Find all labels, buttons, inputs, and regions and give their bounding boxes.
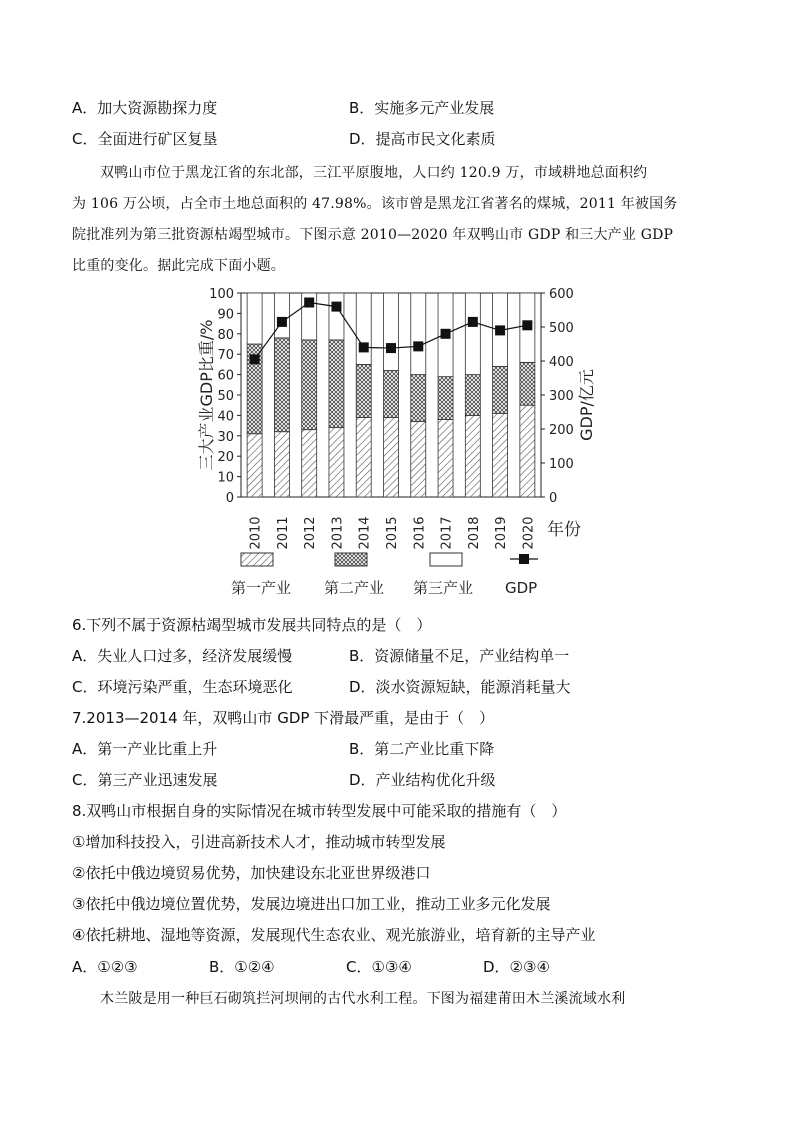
bar-primary-industry bbox=[302, 430, 317, 497]
gdp-point bbox=[250, 354, 260, 364]
bar-primary-industry bbox=[329, 428, 344, 497]
x-axis-tick-label: 2016 bbox=[412, 516, 428, 550]
bar-secondary-industry bbox=[493, 366, 508, 413]
q6-option-d: D．淡水资源短缺，能源消耗量大 bbox=[349, 678, 571, 696]
right-axis-title: GDP/亿元 bbox=[577, 369, 596, 441]
q8-option-b: B．①②④ bbox=[209, 958, 275, 976]
right-axis-tick-label: 600 bbox=[549, 287, 574, 302]
q6-option-a: A．失业人口过多，经济发展缓慢 bbox=[72, 647, 293, 665]
q6-option-c: C．环境污染严重，生态环境恶化 bbox=[72, 678, 293, 696]
x-axis-title: 年份 bbox=[547, 520, 581, 540]
bar-primary-industry bbox=[438, 419, 453, 497]
left-axis-tick-label: 90 bbox=[217, 307, 234, 323]
x-axis-tick-label: 2012 bbox=[303, 516, 319, 550]
gdp-industry-chart bbox=[190, 282, 610, 602]
left-axis-tick-label: 30 bbox=[217, 429, 234, 445]
right-axis-tick-label: 300 bbox=[549, 389, 574, 404]
prev-option-a: A．加大资源勘探力度 bbox=[72, 99, 218, 117]
right-axis-tick-label: 200 bbox=[549, 423, 574, 438]
intro-line-3: 院批准列为第三批资源枯竭型城市。下图示意 2010—2020 年双鸭山市 GDP 和三大产业 GDP bbox=[72, 227, 674, 243]
bar-secondary-industry bbox=[274, 338, 289, 432]
bar-secondary-industry bbox=[302, 340, 317, 430]
q8-option-d: D．②③④ bbox=[483, 958, 550, 976]
gdp-point bbox=[468, 317, 478, 327]
q7-option-b: B．第二产业比重下降 bbox=[349, 740, 495, 758]
right-axis-tick-label: 100 bbox=[549, 457, 574, 472]
bar-tertiary-industry bbox=[329, 293, 344, 340]
left-axis-title: 三大产业GDP比重/% bbox=[197, 319, 216, 471]
q8-stem: 8.双鸭山市根据自身的实际情况在城市转型发展中可能采取的措施有（ ） bbox=[72, 802, 567, 820]
bar-secondary-industry bbox=[465, 375, 480, 416]
intro-line-2: 为 106 万公顷，占全市土地总面积的 47.98%。该市曾是黑龙江省著名的煤城，2011 年被国务 bbox=[72, 196, 678, 212]
left-axis-tick-label: 40 bbox=[217, 409, 234, 425]
left-axis-tick-label: 70 bbox=[217, 348, 234, 364]
bar-tertiary-industry bbox=[274, 293, 289, 338]
x-axis-tick-label: 2019 bbox=[494, 516, 510, 550]
q8-statement-4: ④依托耕地、湿地等资源，发展现代生态农业、观光旅游业，培育新的主导产业 bbox=[72, 926, 596, 944]
legend-label: 第三产业 bbox=[413, 579, 474, 597]
bar-primary-industry bbox=[411, 422, 426, 497]
left-axis-tick-label: 0 bbox=[225, 491, 234, 506]
q7-stem: 7.2013—2014 年，双鸭山市 GDP 下滑最严重，是由于（ ） bbox=[72, 709, 495, 727]
gdp-point bbox=[331, 302, 341, 312]
next-intro: 木兰陂是用一种巨石砌筑拦河坝闸的古代水利工程。下图为福建莆田木兰溪流域水利 bbox=[100, 991, 626, 1007]
x-axis-tick-label: 2013 bbox=[330, 516, 346, 550]
bar-primary-industry bbox=[274, 432, 289, 497]
legend-label: 第一产业 bbox=[231, 579, 292, 597]
bar-tertiary-industry bbox=[411, 293, 426, 375]
bar-tertiary-industry bbox=[247, 293, 262, 344]
q8-statement-1: ①增加科技投入，引进高新技术人才，推动城市转型发展 bbox=[72, 833, 446, 851]
q6-option-b: B．资源储量不足，产业结构单一 bbox=[349, 647, 570, 665]
bar-secondary-industry bbox=[411, 375, 426, 422]
q8-statement-2: ②依托中俄边境贸易优势，加快建设东北亚世界级港口 bbox=[72, 864, 431, 882]
x-axis-tick-label: 2010 bbox=[248, 516, 264, 550]
left-axis-tick-label: 80 bbox=[217, 327, 234, 343]
gdp-point bbox=[277, 317, 287, 327]
legend-swatch-secondary bbox=[335, 553, 367, 566]
q7-option-a: A．第一产业比重上升 bbox=[72, 740, 218, 758]
bar-primary-industry bbox=[384, 417, 399, 497]
bar-primary-industry bbox=[356, 417, 371, 497]
q8-statement-3: ③依托中俄边境位置优势，发展边境进出口加工业，推动工业多元化发展 bbox=[72, 895, 551, 913]
prev-option-b: B．实施多元产业发展 bbox=[349, 99, 495, 117]
q6-stem: 6.下列不属于资源枯竭型城市发展共同特点的是（ ） bbox=[72, 616, 432, 634]
bar-tertiary-industry bbox=[384, 293, 399, 371]
legend-swatch-tertiary bbox=[430, 553, 462, 566]
gdp-point bbox=[413, 341, 423, 351]
legend-gdp-marker bbox=[519, 554, 529, 564]
legend-label: 第二产业 bbox=[324, 579, 385, 597]
gdp-point bbox=[495, 325, 505, 335]
left-axis-tick-label: 60 bbox=[217, 368, 234, 384]
bar-secondary-industry bbox=[520, 362, 535, 405]
right-axis-tick-label: 0 bbox=[549, 491, 558, 506]
gdp-point bbox=[304, 298, 314, 308]
legend-swatch-primary bbox=[241, 553, 273, 566]
right-axis-tick-label: 400 bbox=[549, 355, 574, 370]
gdp-point bbox=[386, 343, 396, 353]
right-axis-tick-label: 500 bbox=[549, 321, 574, 336]
bar-tertiary-industry bbox=[465, 293, 480, 375]
prev-option-c: C．全面进行矿区复垦 bbox=[72, 130, 218, 148]
bar-tertiary-industry bbox=[356, 293, 371, 364]
x-axis-tick-label: 2018 bbox=[466, 516, 482, 550]
legend-label: GDP bbox=[505, 579, 538, 597]
q8-option-a: A．①②③ bbox=[72, 958, 138, 976]
left-axis-tick-label: 20 bbox=[217, 450, 234, 466]
gdp-point bbox=[359, 342, 369, 352]
intro-line-4: 比重的变化。据此完成下面小题。 bbox=[72, 258, 285, 274]
bar-primary-industry bbox=[465, 415, 480, 497]
x-axis-tick-label: 2017 bbox=[439, 516, 455, 550]
bar-primary-industry bbox=[493, 413, 508, 497]
intro-line-1: 双鸭山市位于黑龙江省的东北部，三江平原腹地，人口约 120.9 万，市域耕地总面积约 bbox=[100, 165, 648, 181]
bar-secondary-industry bbox=[384, 371, 399, 418]
gdp-point bbox=[522, 320, 532, 330]
bar-primary-industry bbox=[247, 434, 262, 497]
bar-secondary-industry bbox=[438, 377, 453, 420]
left-axis-tick-label: 100 bbox=[209, 287, 234, 302]
bar-secondary-industry bbox=[356, 364, 371, 417]
left-axis-tick-label: 10 bbox=[217, 470, 234, 486]
q8-option-c: C．①③④ bbox=[346, 958, 412, 976]
x-axis-tick-label: 2014 bbox=[357, 516, 373, 550]
prev-option-d: D．提高市民文化素质 bbox=[349, 130, 496, 148]
bar-secondary-industry bbox=[329, 340, 344, 428]
x-axis-tick-label: 2015 bbox=[385, 516, 400, 550]
x-axis-tick-label: 2020 bbox=[521, 516, 537, 550]
left-axis-tick-label: 50 bbox=[217, 389, 234, 404]
q7-option-d: D．产业结构优化升级 bbox=[349, 771, 496, 789]
x-axis-tick-label: 2011 bbox=[275, 516, 291, 550]
bar-primary-industry bbox=[520, 405, 535, 497]
gdp-point bbox=[441, 329, 451, 339]
q7-option-c: C．第三产业迅速发展 bbox=[72, 771, 218, 789]
